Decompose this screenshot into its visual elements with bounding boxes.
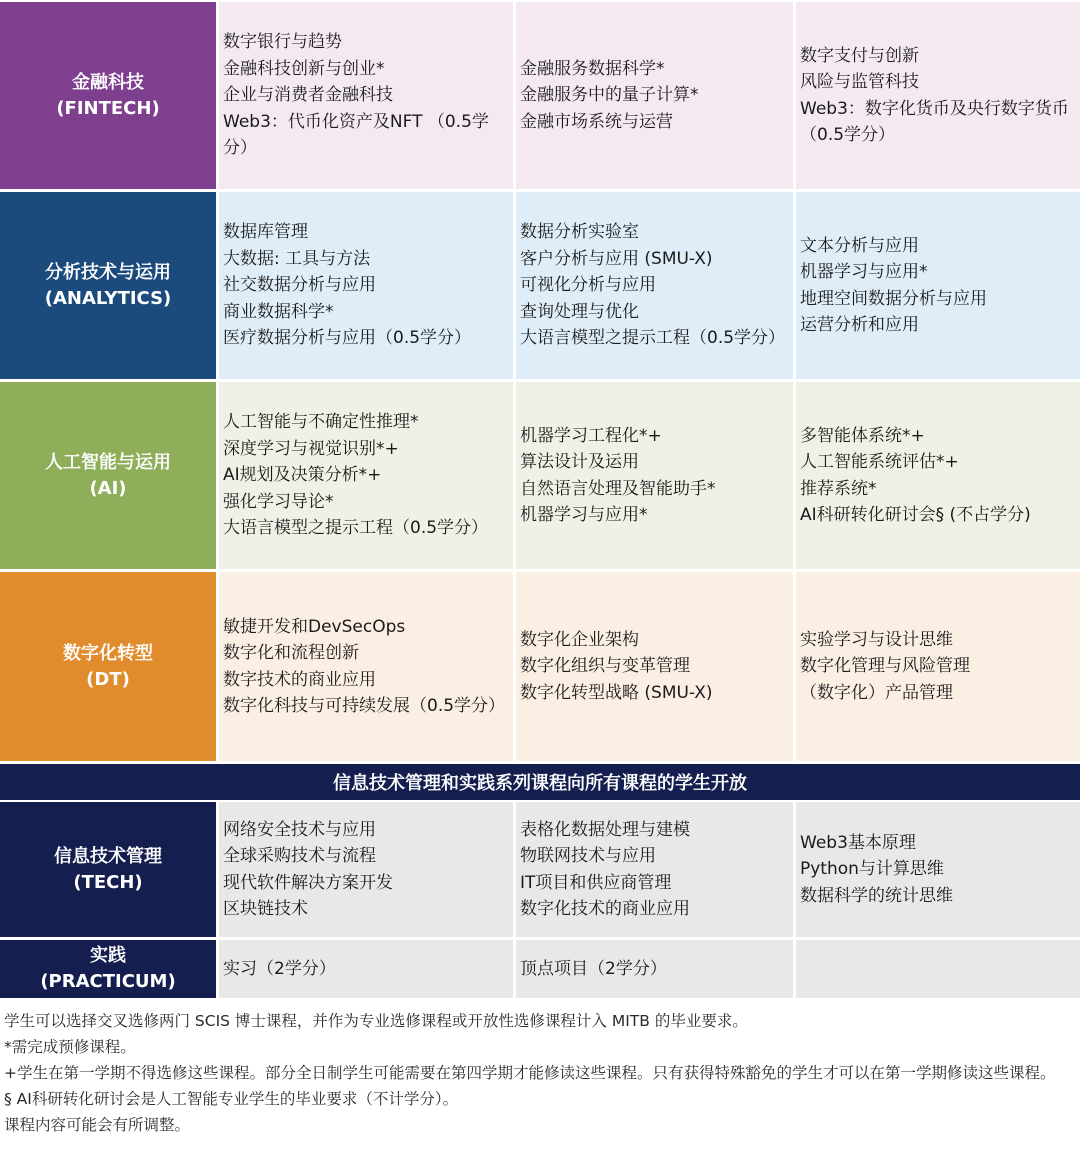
course-item: 数字化企业架构 bbox=[520, 629, 639, 650]
track-label-ai bbox=[0, 382, 216, 569]
course-item: 运营分析和应用 bbox=[800, 315, 919, 335]
course-item: 数字化管理与风险管理 bbox=[800, 656, 970, 677]
course-item: 机器学习与应用* bbox=[520, 505, 648, 525]
course-item: AI规划及决策分析*+ bbox=[223, 465, 382, 486]
course-item: 客户分析与应用 (SMU-X) bbox=[520, 248, 713, 269]
footnote: +学生在第一学期不得选修这些课程。部分全日制学生可能需要在第四学期才能修读这些课程。只有获得特殊豁免的学生才可以在第一学期修读这些课程。 bbox=[4, 1064, 1056, 1082]
course-item: 网络安全技术与应用 bbox=[223, 819, 376, 840]
track-label-practicum bbox=[0, 940, 216, 998]
footnote: *需完成预修课程。 bbox=[4, 1038, 136, 1056]
row-fintech bbox=[0, 2, 1080, 189]
course-cell bbox=[796, 382, 1080, 569]
track-code: (PRACTICUM) bbox=[40, 971, 176, 992]
course-cell bbox=[516, 2, 793, 189]
course-item: 区块链技术 bbox=[223, 899, 308, 919]
course-item: 强化学习导论* bbox=[223, 491, 334, 512]
course-cell bbox=[796, 802, 1080, 937]
course-cell bbox=[516, 940, 793, 998]
course-item: 医疗数据分析与应用（0.5学分） bbox=[223, 328, 472, 349]
course-item: 商业数据科学* bbox=[223, 301, 334, 322]
course-item: 大语言模型之提示工程（0.5学分） bbox=[520, 328, 786, 349]
course-item: 可视化分析与应用 bbox=[520, 275, 656, 296]
track-name: 信息技术管理 bbox=[54, 845, 162, 867]
course-item: 机器学习与应用* bbox=[800, 262, 928, 282]
course-cell bbox=[219, 382, 513, 569]
course-item: 敏捷开发和DevSecOps bbox=[223, 616, 406, 637]
course-item: 风险与监管科技 bbox=[800, 72, 919, 92]
course-item: 算法设计及运用 bbox=[520, 452, 639, 472]
course-cell-empty bbox=[796, 940, 1080, 998]
footnotes bbox=[4, 1008, 1076, 1138]
course-item: 数据库管理 bbox=[223, 222, 308, 243]
course-item: Web3：数字化货币及央行数字货币 （0.5学分） bbox=[800, 98, 1069, 145]
course-item: 实验学习与设计思维 bbox=[800, 629, 953, 650]
course-item: 金融服务数据科学* bbox=[520, 58, 665, 79]
course-item: 数字银行与趋势 bbox=[223, 32, 342, 53]
footnote: 学生可以选择交叉选修两门 SCIS 博士课程，并作为专业选修课程或开放性选修课程计入 MITB 的毕业要求。 bbox=[4, 1012, 748, 1030]
track-name: 人工智能与运用 bbox=[45, 451, 171, 473]
track-label-analytics bbox=[0, 192, 216, 379]
track-code: (FINTECH) bbox=[56, 97, 160, 119]
course-item: 地理空间数据分析与应用 bbox=[800, 288, 987, 309]
course-item: Web3基本原理 bbox=[800, 832, 916, 853]
course-item: 实习（2学分） bbox=[223, 958, 336, 979]
course-item: 自然语言处理及智能助手* bbox=[520, 478, 716, 499]
row-ai bbox=[0, 382, 1080, 569]
course-item: 数字支付与创新 bbox=[800, 45, 919, 66]
course-item: 数字化和流程创新 bbox=[223, 643, 359, 663]
course-cell bbox=[219, 572, 513, 761]
course-item: 数字化科技与可持续发展（0.5学分） bbox=[223, 696, 506, 716]
course-item: 推荐系统* bbox=[800, 478, 877, 499]
track-label-dt bbox=[0, 572, 216, 761]
course-item: 查询处理与优化 bbox=[520, 301, 639, 322]
course-item: 数据科学的统计思维 bbox=[800, 885, 953, 906]
course-item: 机器学习工程化*+ bbox=[520, 425, 662, 446]
open-courses-banner: 信息技术管理和实践系列课程向所有课程的学生开放 bbox=[0, 764, 1080, 800]
course-cell bbox=[516, 192, 793, 379]
track-code: (TECH) bbox=[73, 871, 143, 893]
course-item: 全球采购技术与流程 bbox=[223, 846, 376, 866]
course-item: 多智能体系统*+ bbox=[800, 425, 925, 446]
row-analytics bbox=[0, 192, 1080, 379]
course-item: 金融服务中的量子计算* bbox=[520, 85, 699, 106]
course-item: AI科研转化研讨会§ (不占学分) bbox=[800, 505, 1031, 525]
track-code: (DT) bbox=[86, 668, 130, 690]
track-code: (AI) bbox=[89, 477, 127, 499]
course-item: 数字化转型战略 (SMU-X) bbox=[520, 682, 713, 703]
track-name: 实践 bbox=[90, 945, 126, 966]
track-name: 数字化转型 bbox=[63, 642, 153, 664]
track-name: 分析技术与运用 bbox=[45, 261, 171, 283]
row-practicum bbox=[0, 940, 1080, 998]
course-item: 大语言模型之提示工程（0.5学分） bbox=[223, 518, 489, 539]
course-cell bbox=[796, 192, 1080, 379]
course-item: Python与计算思维 bbox=[800, 859, 944, 880]
footnote: § AI科研转化研讨会是人工智能专业学生的毕业要求（不计学分）。 bbox=[4, 1090, 459, 1108]
course-item: 金融科技创新与创业* bbox=[223, 58, 385, 79]
track-label-tech bbox=[0, 802, 216, 937]
course-item: 数据分析实验室 bbox=[520, 222, 639, 243]
course-item: 人工智能系统评估*+ bbox=[800, 452, 959, 472]
course-item: 表格化数据处理与建模 bbox=[520, 819, 690, 840]
track-label-fintech bbox=[0, 2, 216, 189]
footnote: 课程内容可能会有所调整。 bbox=[4, 1116, 191, 1134]
course-item: 文本分析与应用 bbox=[800, 235, 919, 256]
course-item: 金融市场系统与运营 bbox=[520, 111, 673, 132]
course-cell bbox=[219, 940, 513, 998]
course-item: 人工智能与不确定性推理* bbox=[223, 412, 419, 433]
course-cell bbox=[219, 2, 513, 189]
course-cell bbox=[516, 802, 793, 937]
course-item: 物联网技术与应用 bbox=[520, 846, 656, 866]
course-item: （数字化）产品管理 bbox=[800, 682, 953, 703]
row-tech bbox=[0, 802, 1080, 937]
course-cell bbox=[219, 192, 513, 379]
course-cell bbox=[219, 802, 513, 937]
course-item: 企业与消费者金融科技 bbox=[223, 85, 393, 106]
course-item: 深度学习与视觉识别*+ bbox=[223, 438, 399, 459]
course-cell bbox=[796, 2, 1080, 189]
course-item: 数字化组织与变革管理 bbox=[520, 656, 690, 677]
course-item: 现代软件解决方案开发 bbox=[223, 872, 393, 893]
course-cell bbox=[516, 572, 793, 761]
course-item: Web3：代币化资产及NFT （0.5学分） bbox=[223, 111, 489, 159]
course-item: 社交数据分析与应用 bbox=[223, 275, 376, 296]
course-item: 数字技术的商业应用 bbox=[223, 669, 376, 690]
track-code: (ANALYTICS) bbox=[44, 287, 172, 309]
course-item: IT项目和供应商管理 bbox=[520, 872, 672, 893]
course-item: 大数据: 工具与方法 bbox=[223, 248, 371, 269]
course-item: 数字化技术的商业应用 bbox=[520, 899, 690, 919]
row-dt bbox=[0, 572, 1080, 761]
course-item: 顶点项目（2学分） bbox=[520, 958, 667, 979]
track-name: 金融科技 bbox=[72, 71, 144, 93]
course-cell bbox=[516, 382, 793, 569]
course-cell bbox=[796, 572, 1080, 761]
